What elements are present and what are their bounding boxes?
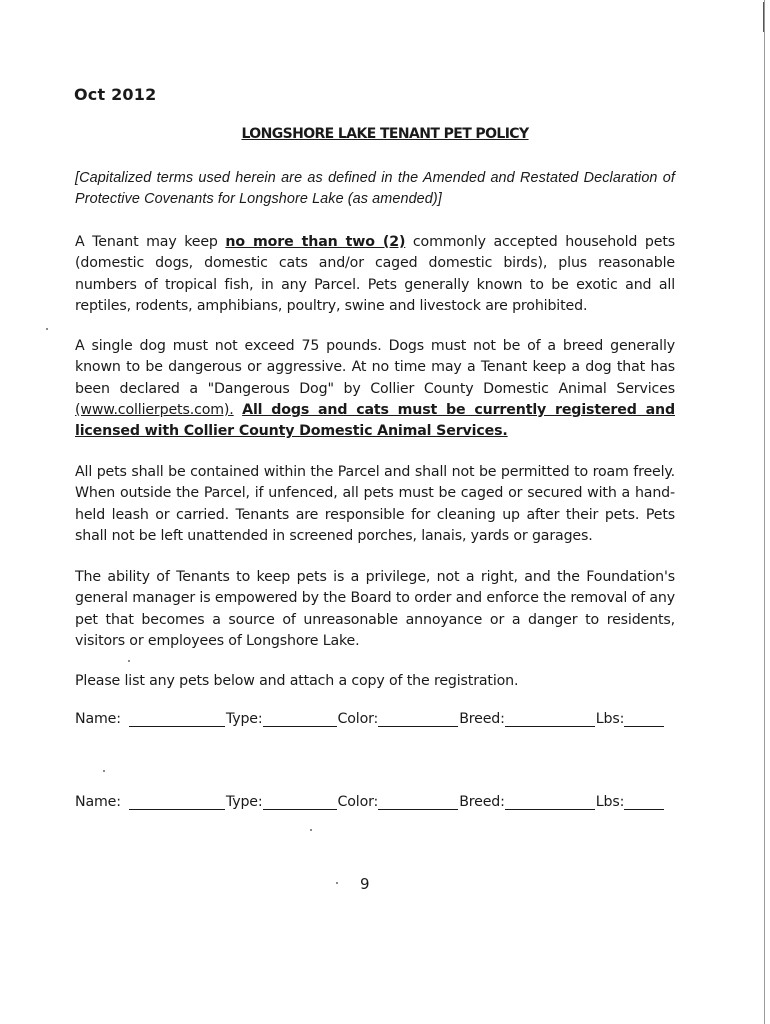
scan-speck [46, 328, 48, 330]
lbs-label: Lbs: [595, 711, 625, 727]
intro-paragraph: [Capitalized terms used herein are as defined in the Amended and Restated Declaration of Protective Covenants for Longshore Lake (as amended)] [75, 170, 675, 208]
pet-limit-emphasis: no more than two (2) [225, 234, 406, 250]
scan-speck [336, 882, 338, 884]
lbs-blank-2[interactable] [624, 795, 664, 810]
pet-limit-paragraph [75, 232, 675, 317]
scan-speck [128, 660, 130, 662]
color-blank-1[interactable] [378, 712, 458, 727]
pet-limit-text-before: A Tenant may keep [75, 234, 226, 250]
page-number: 9 [360, 875, 370, 893]
registration-requirement: All dogs and cats must be currently registered and licensed with Collier County Domestic Animal Services. [75, 401, 675, 440]
breed-label: Breed: [459, 711, 505, 727]
list-pets-instruction: Please list any pets below and attach a copy of the registration. [75, 673, 519, 689]
type-label: Type: [225, 794, 263, 810]
name-blank-1[interactable] [129, 712, 225, 727]
type-label: Type: [225, 711, 263, 727]
dog-rules-paragraph [75, 336, 675, 442]
color-label: Color: [337, 794, 379, 810]
breed-blank-2[interactable] [505, 795, 595, 810]
lbs-blank-1[interactable] [624, 712, 664, 727]
dog-rules-text: A single dog must not exceed 75 pounds. Dogs must not be of a breed generally known to be dangerous or aggressive. At no time may a Tenant keep a dog that has been declared a "Dangerous Dog" by Collier County Domestic Animal Services [75, 338, 675, 397]
scan-speck [310, 829, 312, 831]
type-blank-2[interactable] [263, 795, 337, 810]
name-label: Name: [75, 711, 121, 727]
breed-blank-1[interactable] [505, 712, 595, 727]
lbs-label: Lbs: [595, 794, 625, 810]
scan-speck [103, 770, 105, 772]
breed-label: Breed: [459, 794, 505, 810]
page-edge [764, 0, 765, 1024]
privilege-paragraph: The ability of Tenants to keep pets is a privilege, not a right, and the Foundation's general manager is empowered by the Board to order and enforce the removal of any pet that becomes a source of unreasonable annoyance or a danger to residents, visitors or employees of Longshore Lake. [75, 569, 675, 649]
pet-limit-text-after: commonly accepted household pets (domestic dogs, domestic cats and/or caged domestic birds), plus reasonable numbers of tropical fish, in any Parcel. Pets generally known to be exotic and all reptiles, rodents, amphibians, poultry, swine and livestock are prohibited. [75, 234, 675, 314]
page-edge-mark [763, 2, 764, 32]
pet-entry-row-1 [75, 711, 675, 727]
document-title: LONGSHORE LAKE TENANT PET POLICY [241, 126, 529, 142]
pet-entry-row-2 [75, 794, 675, 810]
name-label: Name: [75, 794, 121, 810]
type-blank-1[interactable] [263, 712, 337, 727]
containment-paragraph: All pets shall be contained within the Parcel and shall not be permitted to roam freely. When outside the Parcel, if unfenced, all pets must be caged or secured with a hand-held leash or carried. Tenants are responsible for cleaning up after their pets. Pets shall not be left unattended in screened porches, lanais, yards or garages. [75, 464, 675, 544]
document-date: Oct 2012 [74, 85, 157, 104]
color-blank-2[interactable] [378, 795, 458, 810]
name-blank-2[interactable] [129, 795, 225, 810]
collierpets-link[interactable]: (www.collierpets.com). [75, 401, 234, 418]
color-label: Color: [337, 711, 379, 727]
